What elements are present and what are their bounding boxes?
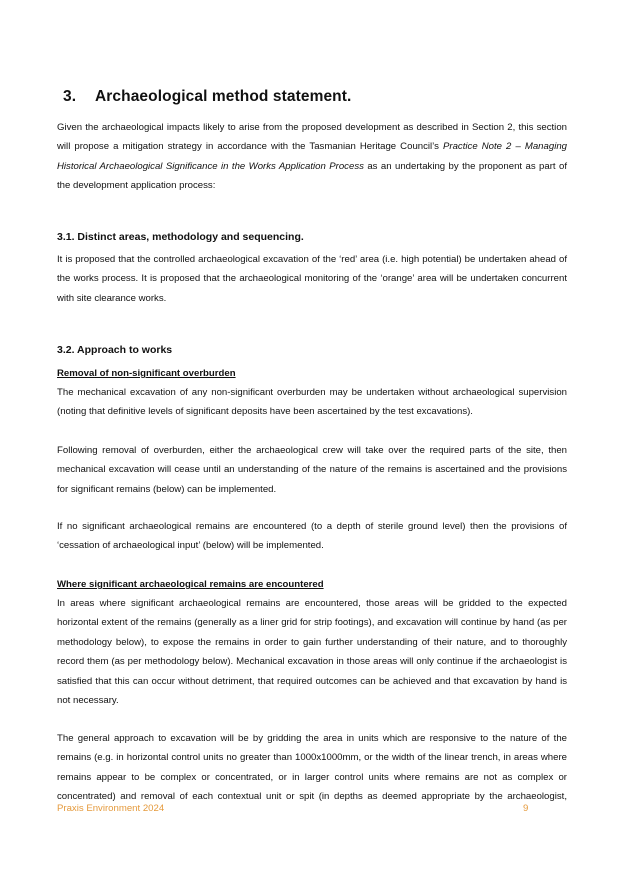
significant-remains-paragraph-2: The general approach to excavation will be by gridding the area in units which are responsive to the nature of the remains (e.g. in horizontal control units no greater than 1000x1000mm, or the width of the linear trench, in areas where remains appear to be complex or concentrated, or in larger control units where remains are not as complex or concentrated) and removal of each contextual unit or spit (in depths as deemed appropriate by the archaeologist, bbox=[57, 733, 567, 803]
overburden-paragraph-3: If no significant archaeological remains are encountered (to a depth of sterile ground level) then the provisions of ‘cessation of archaeological input’ (below) will be implemented. bbox=[57, 521, 567, 552]
intro-text-2: as an undertaking by the proponent as part of the development application process: bbox=[57, 160, 567, 192]
page-number: 9 bbox=[523, 803, 529, 814]
significant-remains-subheading bbox=[57, 575, 567, 594]
subsection-3-1-title: 3.1. Distinct areas, methodology and sequencing. bbox=[57, 231, 304, 243]
overburden-subheading bbox=[57, 364, 567, 383]
intro-paragraph bbox=[57, 118, 567, 196]
subsection-3-2-title: 3.2. Approach to works bbox=[57, 344, 173, 356]
footer-left: Praxis Environment 2024 bbox=[57, 803, 165, 814]
section-number: 3. bbox=[63, 88, 77, 105]
overburden-paragraph-2: Following removal of overburden, either the archaeological crew will take over the required parts of the site, then mechanical excavation will cease until an understanding of the nature of the remains is ascertained and the provisions for significant remains (below) can be implemented. bbox=[57, 445, 567, 495]
intro-italic-reference: Practice Note 2 – Managing Historical Archaeological Significance in the Works Application Process bbox=[57, 141, 567, 172]
intro-text-1: Given the archaeological impacts likely to arise from the proposed development as described in Section 2, this section will propose a mitigation strategy in accordance with the Tasmanian Heritage Council’s bbox=[57, 122, 567, 153]
significant-remains-paragraph-1: In areas where significant archaeological remains are encountered, those areas will be gridded to the expected horizontal extent of the remains (generally as a liner grid for strip footings), and excavation will continue by hand (as per methodology below), to expose the remains in order to gain further understanding of their nature, and to thoroughly record them (as per methodology below). Mechanical excavation in those areas will only continue if the archaeologist is satisfied that this can occur without detriment, that required outcomes can be achieved and that excavation by hand is not necessary. bbox=[57, 598, 567, 707]
subsection-3-1-paragraph: It is proposed that the controlled archaeological excavation of the ‘red’ area (i.e. high potential) be undertaken ahead of the works process. It is proposed that the archaeological monitoring of the ‘orange’ area will be undertaken concurrent with site clearance works. bbox=[57, 254, 567, 304]
significant-remains-subheading-text: Where significant archaeological remains are encountered bbox=[57, 579, 324, 590]
section-heading bbox=[63, 88, 351, 106]
overburden-subheading-text: Removal of non-significant overburden bbox=[57, 368, 236, 379]
section-title: Archaeological method statement. bbox=[95, 88, 352, 105]
overburden-paragraph-1: The mechanical excavation of any non-significant overburden may be undertaken without archaeological supervision (noting that definitive levels of significant deposits have been ascertained by the test excavations). bbox=[57, 387, 567, 418]
